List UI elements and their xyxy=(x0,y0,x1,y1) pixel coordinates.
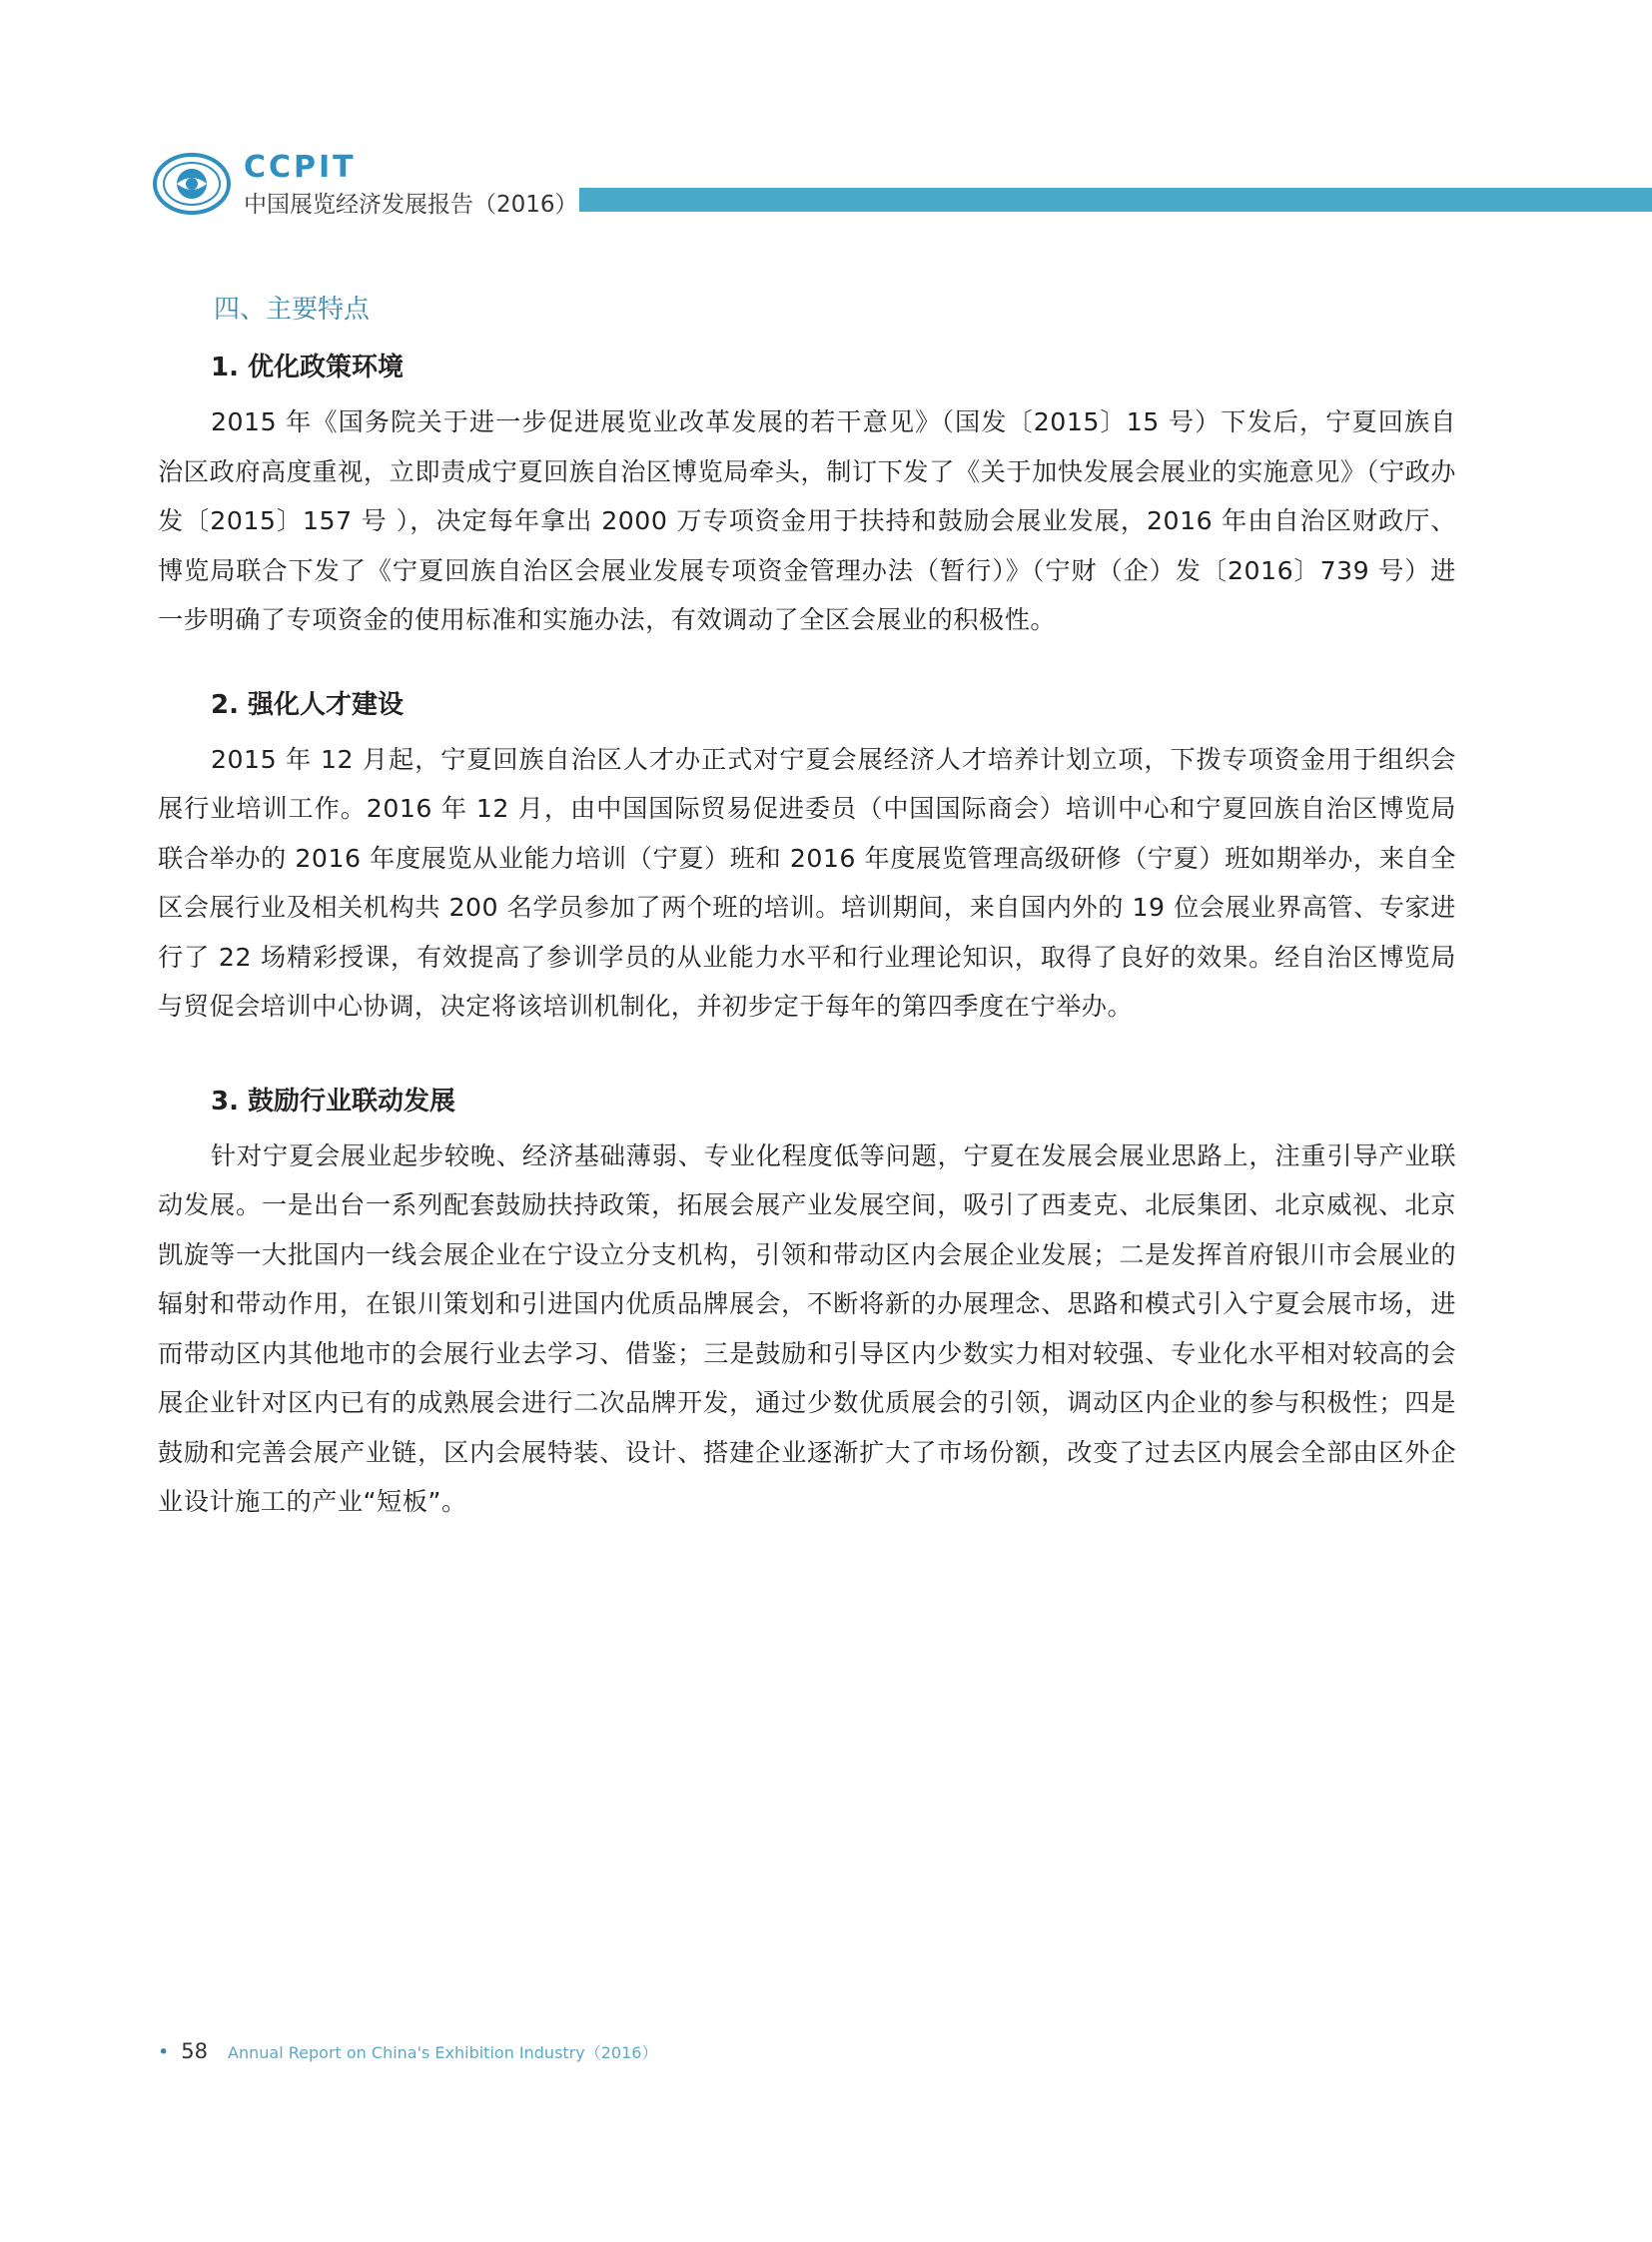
main-content xyxy=(158,290,1456,1527)
page-footer xyxy=(158,2039,657,2063)
spacer xyxy=(158,1032,1456,1082)
brand-name: CCPIT xyxy=(244,150,357,185)
subsection-title-2: 2. 强化人才建设 xyxy=(211,689,405,720)
paragraph-1: 2015 年《国务院关于进一步促进展览业改革发展的若干意见》（国发〔2015〕15 号）下发后，宁夏回族自治区政府高度重视，立即责成宁夏回族自治区博览局牵头，制订下发了《关于加快发展会展业的实施意见》（宁政办发〔2015〕157 号 ），决定每年拿出 2000 万专项资金用于扶持和鼓励会展业发展，2016 年由自治区财政厅、博览局联合下发了《宁夏回族自治区会展业发展专项资金管理办法（暂行）》（宁财（企）发〔2016〕739 号）进一步明确了专项资金的使用标准和实施办法，有效调动了全区会展业的积极性。 xyxy=(158,407,1456,634)
subsection-title-1: 1. 优化政策环境 xyxy=(211,353,405,382)
header-accent-bar xyxy=(579,188,1652,212)
subsection-title-3: 3. 鼓励行业联动发展 xyxy=(211,1086,456,1117)
paragraph-2: 2015 年 12 月起，宁夏回族自治区人才办正式对宁夏会展经济人才培养计划立项，下拨专项资金用于组织会展行业培训工作。2016 年 12 月，由中国国际贸易促进委员（中国国际商会）培训中心和宁夏回族自治区博览局联合举办的 2016 年度展览从业能力培训（宁夏）班和 2016 年度展览管理高级研修（宁夏）班如期举办，来自全区会展行业及相关机构共 200 名学员参加了两个班的培训。培训期间，来自国内外的 19 位会展业界高管、专家进行了 22 场精彩授课，有效提高了参训学员的从业能力水平和行业理论知识，取得了良好的效果。经自治区博览局与贸促会培训中心协调，决定将该培训机制化，并初步定于每年的第四季度在宁举办。 xyxy=(158,744,1456,1021)
footer-bullet: • xyxy=(158,2041,170,2063)
section-title: 四、主要特点 xyxy=(214,295,371,325)
page-number: 58 xyxy=(181,2039,208,2063)
paragraph-3: 针对宁夏会展业起步较晚、经济基础薄弱、专业化程度低等问题，宁夏在发展会展业思路上，注重引导产业联动发展。一是出台一系列配套鼓励扶持政策，拓展会展产业发展空间，吸引了西麦克、北辰集团、北京威视、北京凯旋等一大批国内一线会展企业在宁设立分支机构，引领和带动区内会展企业发展；二是发挥首府银川市会展业的辐射和带动作用，在银川策划和引进国内优质品牌展会，不断将新的办展理念、思路和模式引入宁夏会展市场，进而带动区内其他地市的会展行业去学习、借鉴；三是鼓励和引导区内少数实力相对较强、专业化水平相对较高的会展企业针对区内已有的成熟展会进行二次品牌开发，通过少数优质展会的引领，调动区内企业的参与积极性；四是鼓励和完善会展产业链，区内会展特装、设计、搭建企业逐渐扩大了市场份额，改变了过去区内展会全部由区外企业设计施工的产业“短板”。 xyxy=(158,1140,1456,1516)
spacer xyxy=(158,645,1456,685)
footer-report-title: Annual Report on China's Exhibition Industry（2016） xyxy=(228,2043,658,2062)
report-title: 中国展览经济发展报告（2016） xyxy=(244,192,578,218)
ccpit-logo-icon xyxy=(152,152,232,216)
page-header xyxy=(152,146,1652,226)
